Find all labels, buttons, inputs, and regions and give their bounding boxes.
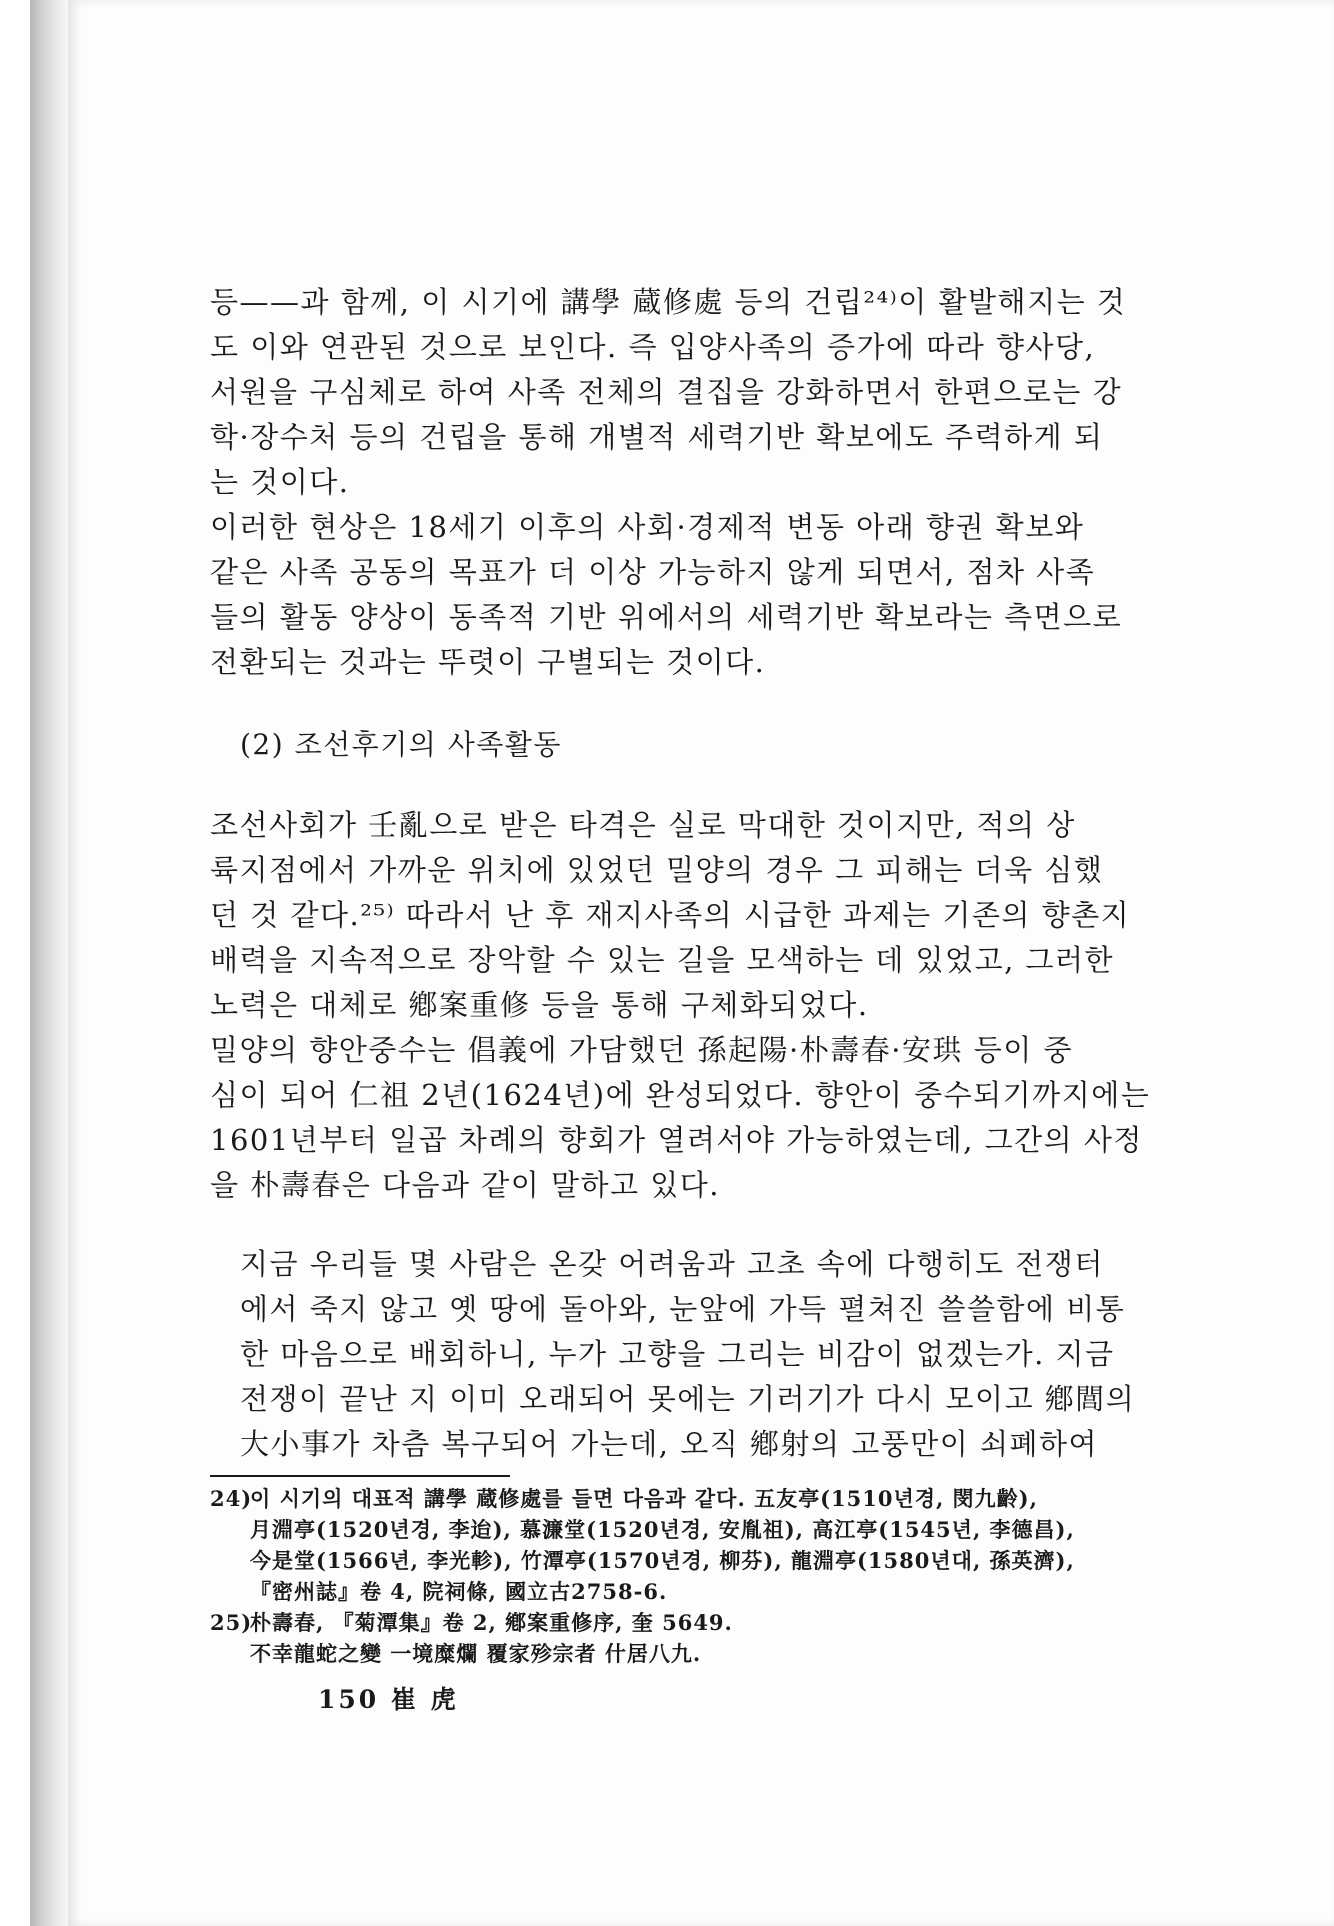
- spacer: [210, 767, 1195, 803]
- footnotes: [210, 1483, 1195, 1669]
- page-content: [210, 280, 1195, 1669]
- block-quote: 지금 우리들 몇 사람은 온갖 어려움과 고초 속에 다행히도 전쟁터 에서 죽지 않고 옛 땅에 돌아와, 눈앞에 가득 펼쳐진 쓸쓸함에 비통 한 마음으로 배회하니, 누가 고향을 그리는 비감이 없겠는가. 지금 전쟁이 끝난 지 이미 오래되어 못에는 기러기가 다시 모이고 鄕閭의 大小事가 차츰 복구되어 가는데, 오직 鄕射의 고풍만이 쇠폐하여: [240, 1247, 1136, 1461]
- footnote-divider: [210, 1475, 510, 1477]
- footnote-number: 25): [210, 1610, 253, 1635]
- footnote-text: 朴壽春, 『菊潭集』卷 2, 鄕案重修序, 奎 5649.: [250, 1610, 733, 1635]
- page-number-author: 150 崔 虎: [318, 1685, 459, 1714]
- section-heading: (2) 조선후기의 사족활동: [240, 728, 562, 761]
- footnote-text: 이 시기의 대표적 講學 蔵修處를 들면 다음과 같다. 五友亭(1510년경, 閔九齡),: [250, 1486, 1038, 1511]
- footnote-24-continued: 月淵亭(1520년경, 李迨), 慕濂堂(1520년경, 安胤祖), 高江亭(1545년, 李德昌), 今是堂(1566년, 李光軫), 竹潭亭(1570년경, 柳芬), 龍淵亭(1580년대, 孫英濟), 『密州誌』卷 4, 院祠條, 國立古2758-6.: [250, 1517, 1075, 1604]
- footnote-24: [210, 1483, 1195, 1514]
- body-paragraph-1: 등——과 함께, 이 시기에 講學 蔵修處 등의 건립²⁴⁾이 활발해지는 것 도 이와 연관된 것으로 보인다. 즉 입양사족의 증가에 따라 향사당, 서원을 구심체로 하여 사족 전체의 결집을 강화하면서 한편으로는 강 학·장수처 등의 건립을 통해 개별적 세력기반 확보에도 주력하게 되 는 것이다.: [210, 285, 1127, 499]
- footnote-25-continued: 不幸龍蛇之變 一境糜爛 覆家殄宗者 什居八九.: [250, 1641, 702, 1666]
- book-spine-edge: [30, 0, 69, 1926]
- footnote-number: 24): [210, 1486, 253, 1511]
- body-paragraph-2: 이러한 현상은 18세기 이후의 사회·경제적 변동 아래 향권 확보와 같은 사족 공동의 목표가 더 이상 가능하지 않게 되면서, 점차 사족 들의 활동 양상이 동족적 기반 위에서의 세력기반 확보라는 측면으로 전환되는 것과는 뚜렷이 구별되는 것이다.: [210, 510, 1123, 679]
- body-paragraph-3: 조선사회가 壬亂으로 받은 타격은 실로 막대한 것이지만, 적의 상 륙지점에서 가까운 위치에 있었던 밀양의 경우 그 피해는 더욱 심했 던 것 같다.²⁵⁾ 따라서 난 후 재지사족의 시급한 과제는 기존의 향촌지 배력을 지속적으로 장악할 수 있는 길을 모색하는 데 있었고, 그러한 노력은 대체로 鄕案重修 등을 통해 구체화되었다.: [210, 808, 1131, 1022]
- footnote-25: [210, 1607, 1195, 1638]
- body-paragraph-4: 밀양의 향안중수는 倡義에 가담했던 孫起陽·朴壽春·安珙 등이 중 심이 되어 仁祖 2년(1624년)에 완성되었다. 향안이 중수되기까지에는 1601년부터 일곱 차례의 향회가 열려서야 가능하였는데, 그간의 사정 을 朴壽春은 다음과 같이 말하고 있다.: [210, 1033, 1151, 1202]
